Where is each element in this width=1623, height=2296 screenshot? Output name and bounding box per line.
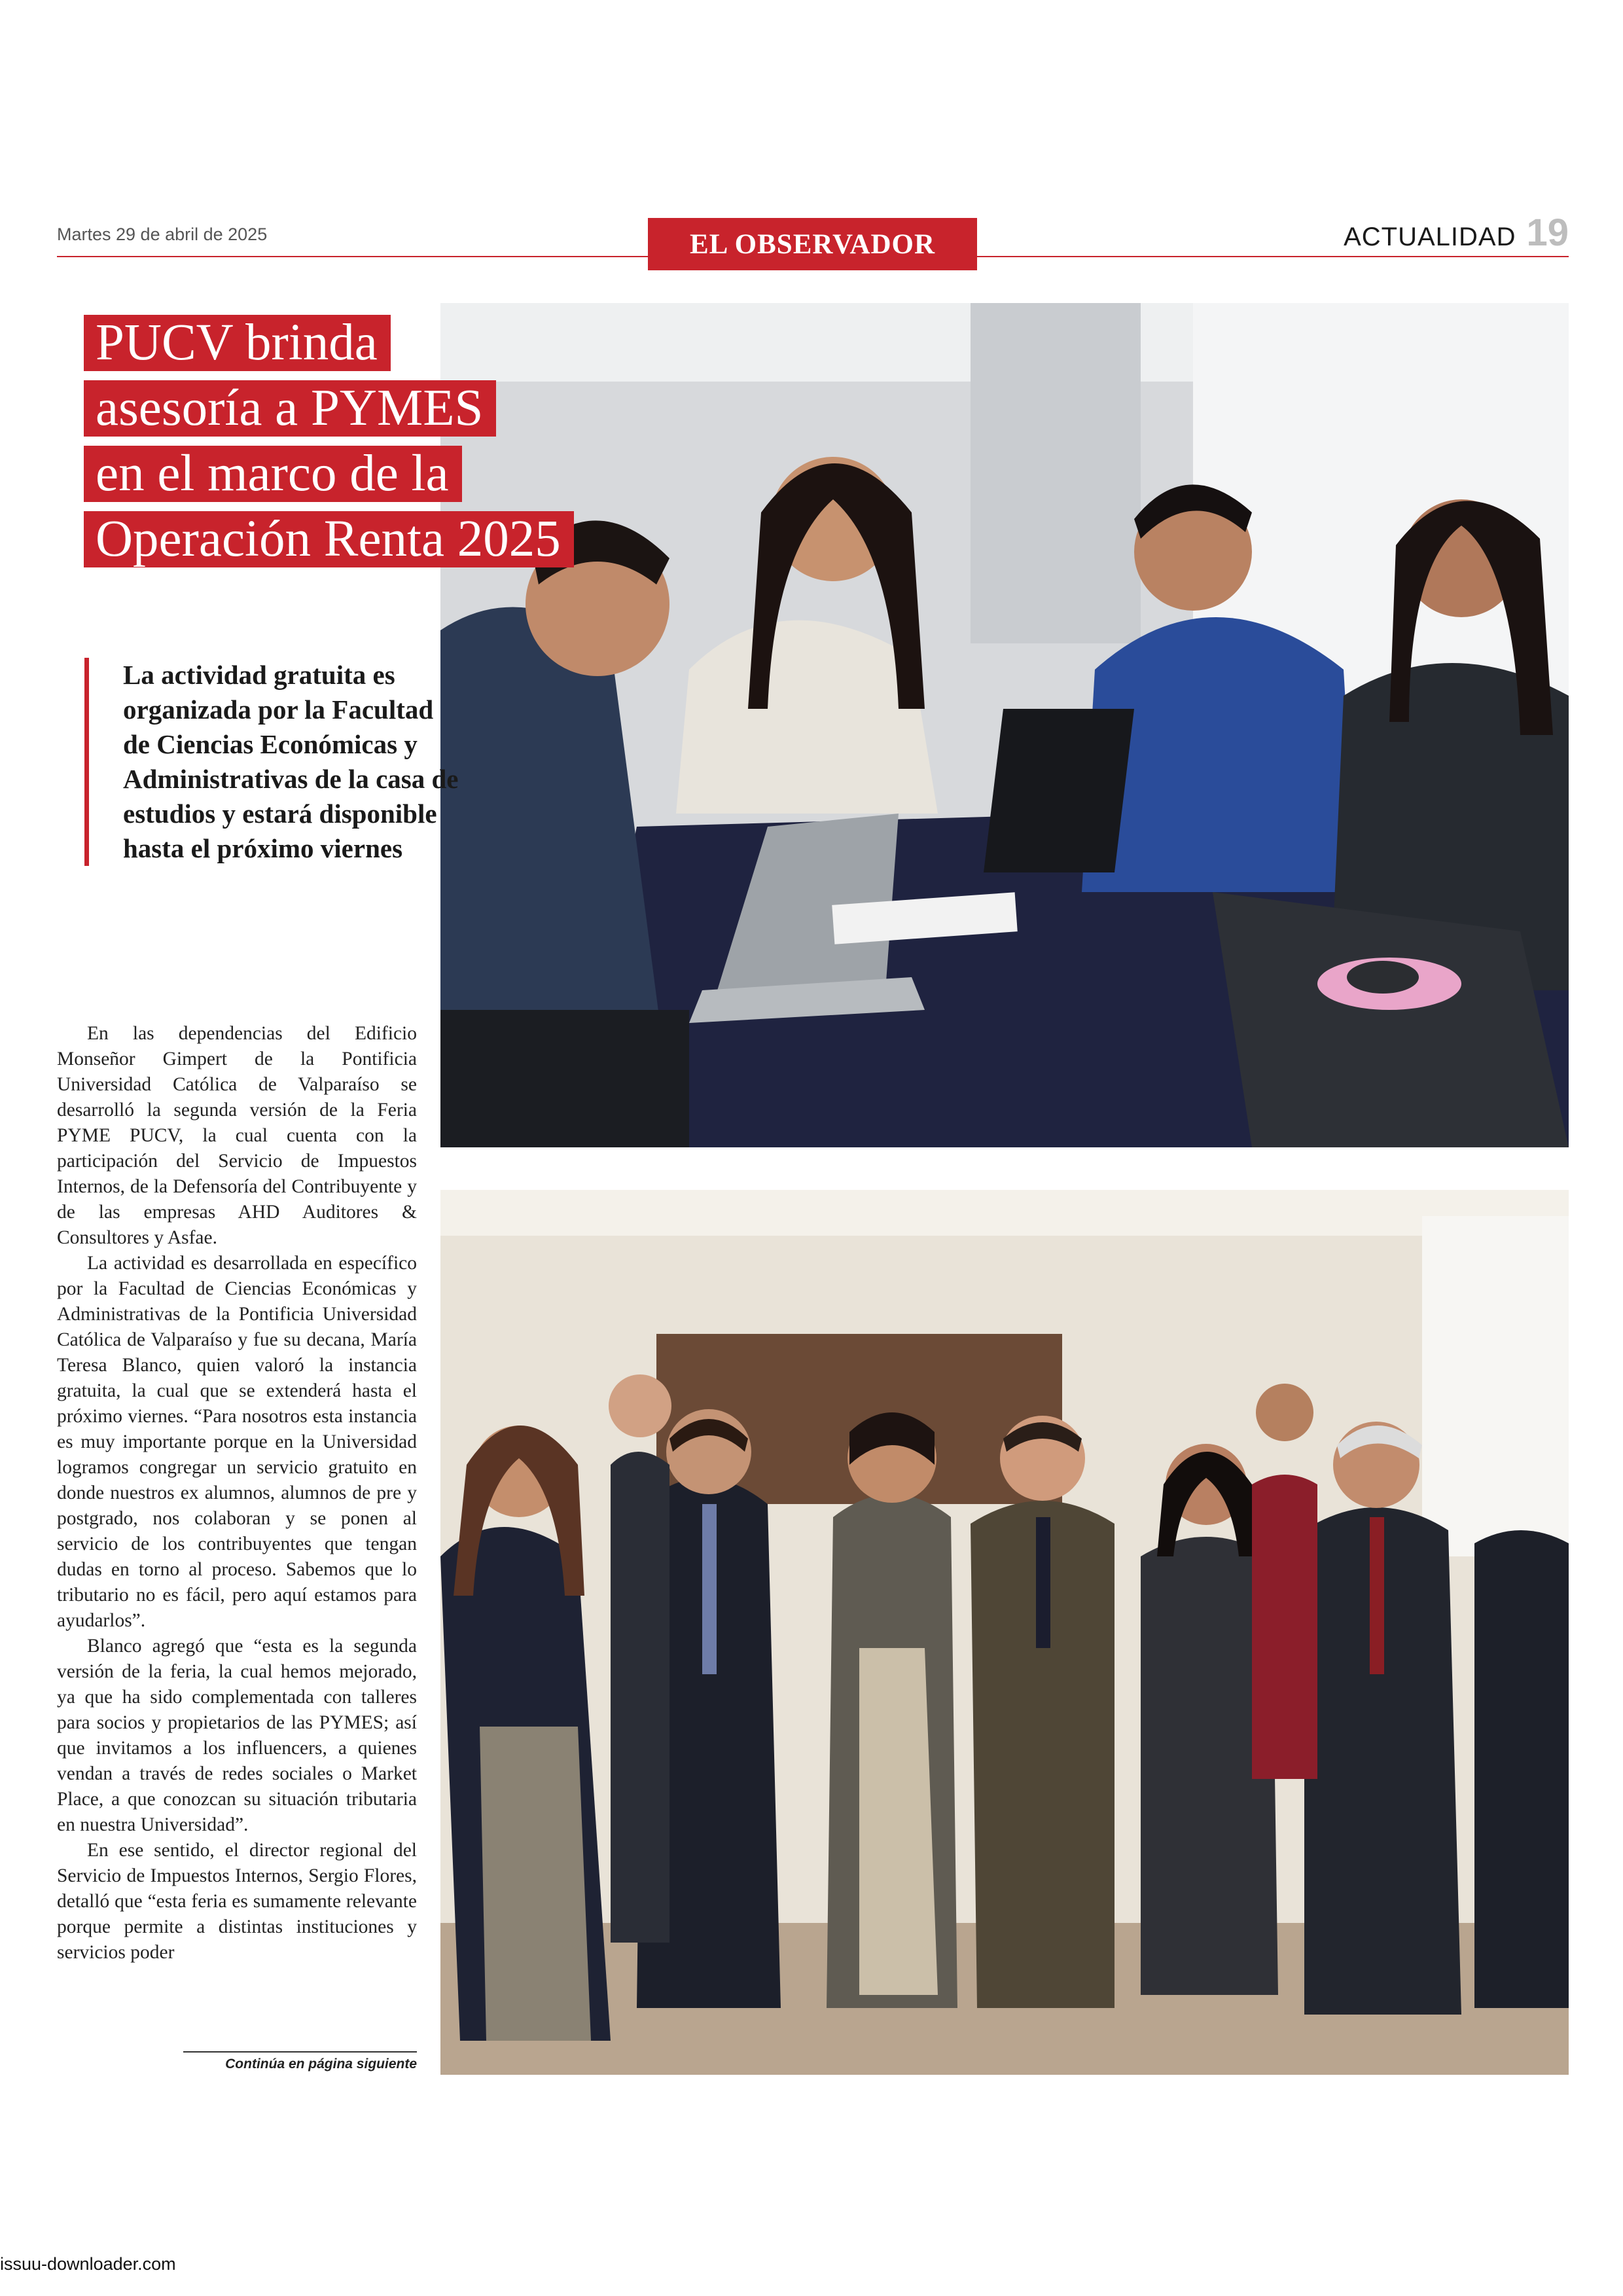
paragraph-1: En las dependencias del Edificio Monseñor Gimpert de la Pontificia Universidad Católica de Valparaíso se desarrolló la segunda versión de la Feria PYME PUCV, la cual cuenta con la participación del Servicio de Impuestos Internos, de la Defensoría del Contribuyente y de las empresas AHD Auditores & Consultores y Asfae.	[57, 1023, 417, 1248]
section-name: ACTUALIDAD	[1344, 223, 1516, 251]
headline-line-2: asesoría a PYMES	[84, 380, 496, 437]
masthead: EL OBSERVADOR	[648, 218, 977, 270]
headline-line-3: en el marco de la	[84, 446, 462, 502]
headline	[84, 315, 620, 577]
paragraph-3: Blanco agregó que “esta es la segunda versión de la feria, la cual hemos mejorado, ya que ha sido complementada con talleres para socios y propietarios de las PYMES; así que invitamos a los influencers, a quienes vendan a través de redes sociales o Market Place, a que conozcan su situación tributaria en nuestra Universidad”.	[57, 1636, 417, 1835]
page-number: 19	[1526, 211, 1569, 254]
article-body	[57, 1021, 417, 1965]
paragraph-2: La actividad es desarrollada en específico por la Facultad de Ciencias Económicas y Administrativas de la Pontificia Universidad Católica de Valparaíso y fue su decana, María Teresa Blanco, quien valoró la instancia gratuita, la cual que se extenderá hasta el próximo viernes. “Para nosotros esta instancia es muy importante porque en la Universidad logramos congregar un servicio gratuito en donde nuestros ex alumnos, alumnos de pre y postgrado, nos colaboran y se ponen al servicio de los contribuyentes que tengan dudas en torno al proceso. Sabemos que lo tributario no es fácil, pero aquí estamos para ayudarlos”.	[57, 1253, 417, 1631]
footer-source: issuu-downloader.com	[0, 2254, 176, 2274]
header-date: Martes 29 de abril de 2025	[57, 224, 268, 244]
section-label	[1344, 211, 1569, 255]
headline-line-1: PUCV brinda	[84, 315, 391, 371]
photo-group-portrait	[440, 1190, 1569, 2075]
headline-line-4: Operación Renta 2025	[84, 511, 574, 567]
article-deck: La actividad gratuita es organizada por la Facultad de Ciencias Económicas y Administrativas de la casa de estudios y estará disponible hasta el próximo viernes	[84, 658, 463, 866]
paragraph-4: En ese sentido, el director regional del Servicio de Impuestos Internos, Sergio Flores, detalló que “esta feria es sumamente relevante porque permite a distintas instituciones y servicios poder	[57, 1840, 417, 1963]
continue-note: Continúa en página siguiente	[183, 2051, 417, 2072]
